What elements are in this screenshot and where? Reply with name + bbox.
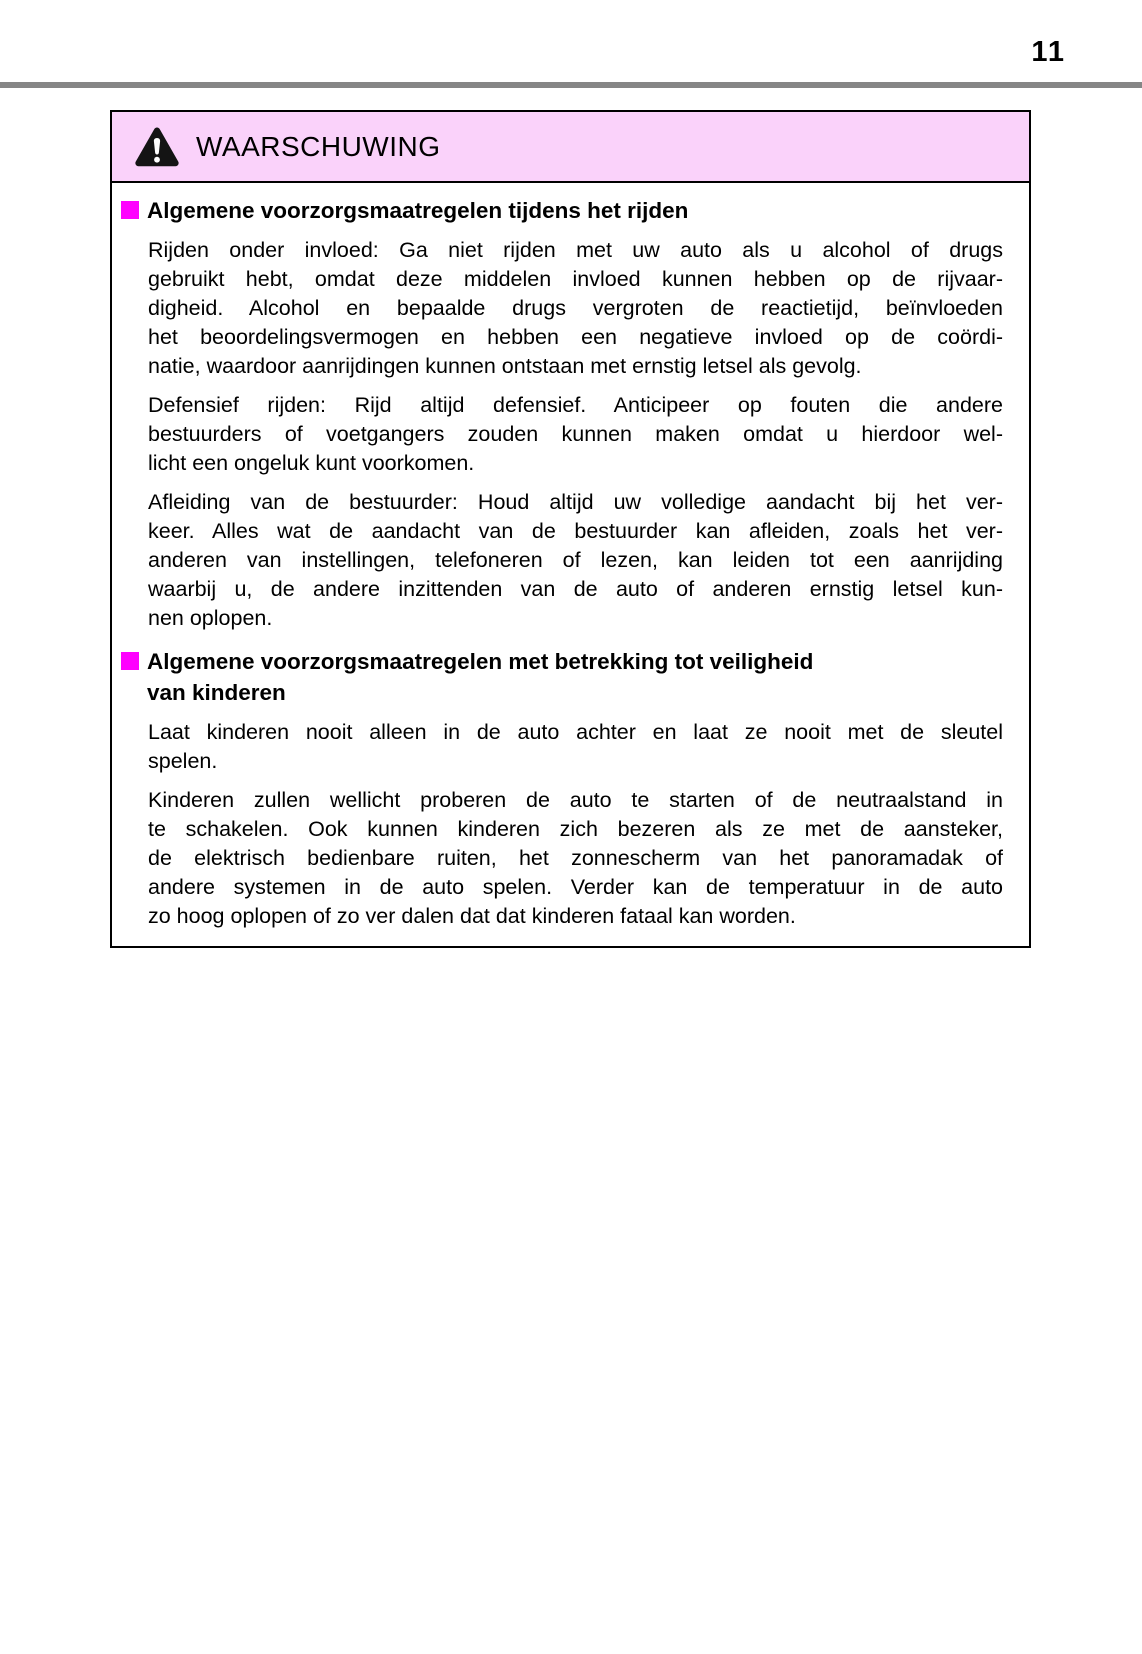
magenta-square-bullet-icon: [121, 201, 139, 219]
paragraph-line: bestuurders of voetgangers zouden kunnen maken omdat u hierdoor wel-: [148, 422, 1003, 446]
section-heading-text: [147, 646, 813, 708]
paragraph-line: Afleiding van de bestuurder: Houd altijd uw volledige aandacht bij het ver-: [148, 490, 1003, 514]
paragraph: [148, 391, 1003, 478]
paragraph-line: Kinderen zullen wellicht proberen de auto te starten of de neutraalstand in: [148, 788, 1003, 812]
paragraph-line: andere systemen in de auto spelen. Verder kan de temperatuur in de auto: [148, 875, 1003, 899]
warning-header: [112, 112, 1029, 183]
paragraph-line: waarbij u, de andere inzittenden van de auto of anderen ernstig letsel kun-: [148, 577, 1003, 601]
page-number: 11: [1031, 36, 1066, 68]
paragraph-line: digheid. Alcohol en bepaalde drugs vergroten de reactietijd, beïnvloeden: [148, 296, 1003, 320]
paragraph-line: natie, waardoor aanrijdingen kunnen ontstaan met ernstig letsel als gevolg.: [148, 354, 862, 378]
paragraph-line: spelen.: [148, 749, 218, 773]
paragraph-line: nen oplopen.: [148, 606, 273, 630]
paragraph-line: Rijden onder invloed: Ga niet rijden met uw auto als u alcohol of drugs: [148, 238, 1003, 262]
section-heading-text: [147, 195, 688, 226]
heading-line: van kinderen: [147, 680, 286, 705]
warning-section: [121, 195, 1003, 633]
heading-line: Algemene voorzorgsmaatregelen tijdens het rijden: [147, 198, 689, 223]
paragraph-line: Laat kinderen nooit alleen in de auto achter en laat ze nooit met de sleutel: [148, 720, 1003, 744]
warning-box: [110, 110, 1031, 948]
paragraph: [148, 786, 1003, 931]
paragraph-line: de elektrisch bedienbare ruiten, het zonnescherm van het panoramadak of: [148, 846, 1003, 870]
heading-line: Algemene voorzorgsmaatregelen met betrekking tot veiligheid: [147, 649, 814, 674]
warning-section: [121, 646, 1003, 931]
paragraph: [148, 718, 1003, 776]
magenta-square-bullet-icon: [121, 652, 139, 670]
paragraph-line: het beoordelingsvermogen en hebben een negatieve invloed op de coördi-: [148, 325, 1003, 349]
paragraph-line: gebruikt hebt, omdat deze middelen invloed kunnen hebben op de rijvaar-: [148, 267, 1003, 291]
header-divider-rule: [0, 82, 1142, 88]
warning-title: WAARSCHUWING: [196, 130, 441, 162]
warning-sections: [112, 183, 1029, 931]
paragraph: [148, 236, 1003, 381]
paragraph-line: te schakelen. Ook kunnen kinderen zich bezeren als ze met de aansteker,: [148, 817, 1003, 841]
paragraph-line: Defensief rijden: Rijd altijd defensief. Anticipeer op fouten die andere: [148, 393, 1003, 417]
warning-triangle-icon: [134, 126, 180, 168]
paragraph: [148, 488, 1003, 633]
section-heading: [121, 646, 1003, 708]
paragraph-line: keer. Alles wat de aandacht van de bestuurder kan afleiden, zoals het ver-: [148, 519, 1003, 543]
section-heading: [121, 195, 1003, 226]
paragraph-line: anderen van instellingen, telefoneren of lezen, kan leiden tot een aanrijding: [148, 548, 1003, 572]
paragraph-line: zo hoog oplopen of zo ver dalen dat dat kinderen fataal kan worden.: [148, 904, 796, 928]
paragraph-line: licht een ongeluk kunt voorkomen.: [148, 451, 475, 475]
